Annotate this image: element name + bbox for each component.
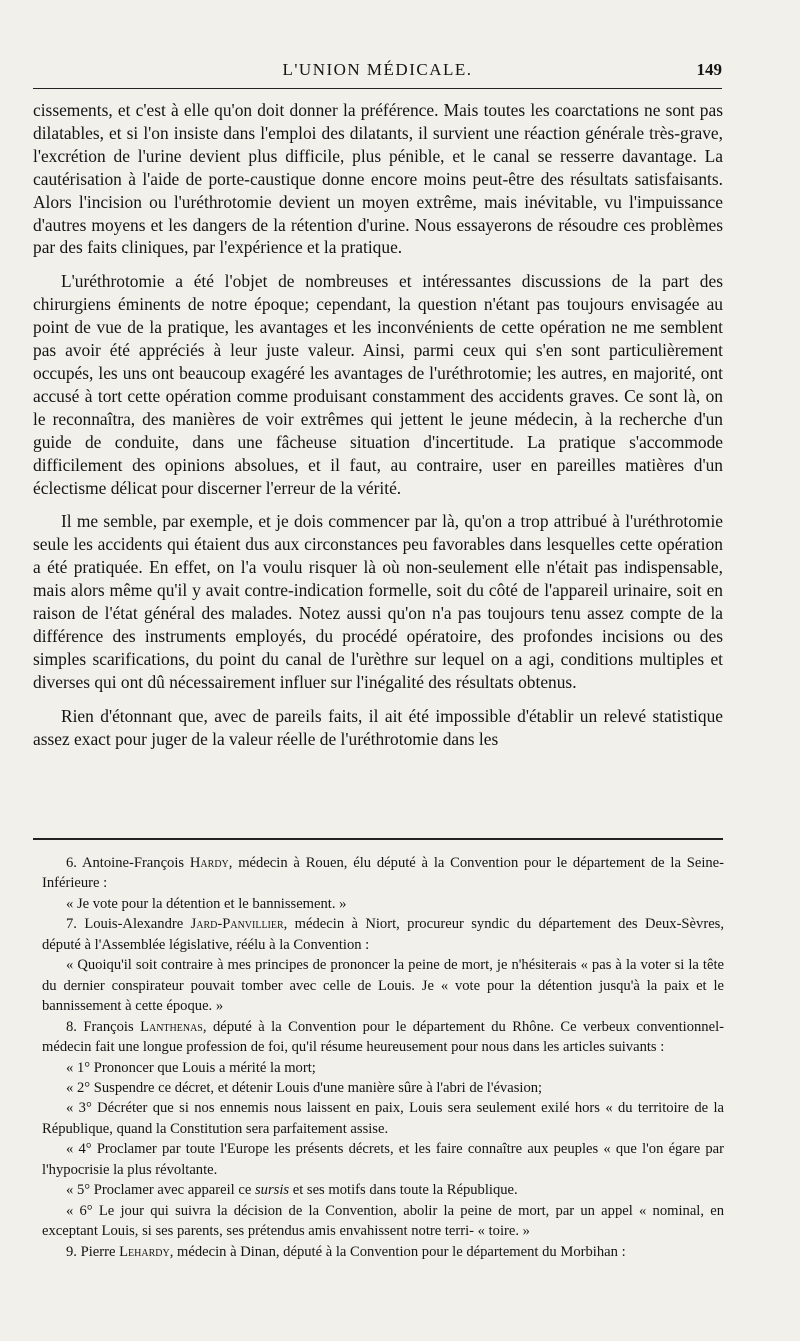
running-title: L'UNION MÉDICALE. — [282, 60, 473, 79]
page-number: 149 — [696, 60, 722, 79]
person-name: Jard-Panvillier — [190, 916, 284, 933]
header-rule — [33, 88, 722, 89]
footnote-entry: 9. Pierre Lehardy, médecin à Dinan, député à la Convention pour le département du Morbihan : — [66, 1243, 626, 1260]
main-text — [33, 99, 723, 750]
body-paragraph: Rien d'étonnant que, avec de pareils faits, il ait été impossible d'établir un relevé statistique assez exact pour juger de la valeur réelle de l'uréthrotomie dans les — [33, 705, 723, 749]
footnote-entry: 6. Antoine-François Hardy, médecin à Rouen, élu député à la Convention pour le département de la Seine-Inférieure : — [42, 855, 725, 892]
person-name: Lanthenas — [140, 1018, 203, 1035]
page-header — [33, 58, 722, 86]
footnote-quote: « 4° Proclamer par toute l'Europe les présents décrets, et les faire connaître aux peuples « que l'on égare par l'hypocrisie la plus révoltante. — [42, 1141, 724, 1178]
body-paragraph: cissements, et c'est à elle qu'on doit donner la préférence. Mais toutes les coarctations ne sont pas dilatables, et si l'on insiste dans l'emploi des dilatants, il survient une réaction générale très-grave, l'excrétion de l'urine devient plus difficile, plus pénible, et le canal se resserre davantage. La cautérisation à l'aide de porte-caustique donne encore moins peut-être des résultats satisfaisants. Alors l'incision ou l'uréthrotomie devient un moyen extrême, mais inévitable, vu l'impuissance d'autres moyens et les dangers de la rétention d'urine. Nous essayerons de résoudre ces problèmes par des faits cliniques, par l'expérience et la pratique. — [33, 100, 723, 258]
footnotes — [42, 853, 724, 1262]
footnote-quote: « 3° Décréter que si nos ennemis nous laissent en paix, Louis sera seulement exilé hors « du territoire de la République, quand la Constitution sera parfaitement assise. — [42, 1100, 724, 1137]
person-name: Hardy — [189, 855, 229, 871]
person-name: Lehardy — [119, 1243, 170, 1260]
body-paragraph: L'uréthrotomie a été l'objet de nombreuses et intéressantes discussions de la part des chirurgiens éminents de notre époque; cependant, la question n'étant pas toujours envisagée au point de vue de la pratique, les avantages et les inconvénients de cette opération ne me semblent pas avoir été appréciés à leur juste valeur. Ainsi, parmi ceux qui s'en sont particulièrement occupés, les uns ont beaucoup exagéré les avantages de l'uréthrotomie; les autres, en majorité, ont accusé à tort cette opération comme produisant constamment des accidents graves. Ce sont là, on le reconnaîtra, des manières de voir extrêmes qui jettent le jeune médecin, à la recherche d'un guide de conduite, dans une fâcheuse situation d'incertitude. La pratique s'accommode difficilement des opinions absolues, et il faut, au contraire, user en pareilles matières d'un éclectisme délicat pour discerner l'erreur de la vérité. — [33, 271, 723, 498]
footnote-rule — [33, 838, 723, 840]
footnote-quote: « Je vote pour la détention et le bannissement. » — [66, 895, 347, 912]
footnote-quote: « 6° Le jour qui suivra la décision de la Convention, abolir la peine de mort, par un appel « nominal, en exceptant Louis, si ses parents, ses prétendus amis envahissent notre terri- « toire. » — [42, 1202, 724, 1240]
footnote-entry: 7. Louis-Alexandre Jard-Panvillier, médecin à Niort, procureur syndic du département des Deux-Sèvres, député à l'Assemblée législative, réélu à la Convention : — [42, 916, 724, 953]
footnote-quote: « 2° Suspendre ce décret, et détenir Louis d'une manière sûre à l'abri de l'évasion; — [66, 1079, 543, 1096]
footnote-quote: « Quoiqu'il soit contraire à mes principes de prononcer la peine de mort, je n'hésiterais « pas à la voter si la tête du dernier conspirateur pouvait tomber avec celle de Louis. Je « vote pour la détention jusqu'à la paix et le bannissement à cette époque. » — [42, 957, 724, 1015]
footnote-entry: 8. François Lanthenas, député à la Convention pour le département du Rhône. Ce verbeux conventionnel-médecin fait une longue profession de foi, qu'il résume heureusement pour nous dans les articles suivants : — [42, 1018, 724, 1056]
footnote-quote: « 1° Prononcer que Louis a mérité la mort; — [66, 1059, 316, 1076]
footnote-quote: « 5° Proclamer avec appareil ce sursis et ses motifs dans toute la République. — [66, 1182, 518, 1199]
body-paragraph: Il me semble, par exemple, et je dois commencer par là, qu'on a trop attribué à l'uréthrotomie seule les accidents qui étaient dus aux circonstances peu favorables dans lesquelles cette opération a été pratiquée. En effet, on l'a voulu risquer là où non-seulement elle n'était pas indispensable, mais alors même qu'il y avait contre-indication formelle, soit du côté de l'appareil urinaire, soit en raison de l'état général des malades. Notez aussi qu'on n'a pas toujours tenu assez compte de la différence des instruments employés, du procédé opératoire, des profondes incisions ou des simples scarifications, du point du canal de l'urèthre sur lequel on a agi, conditions multiples et diverses qui ont dû nécessairement influer sur l'inégalité des résultats obtenus. — [33, 511, 723, 692]
